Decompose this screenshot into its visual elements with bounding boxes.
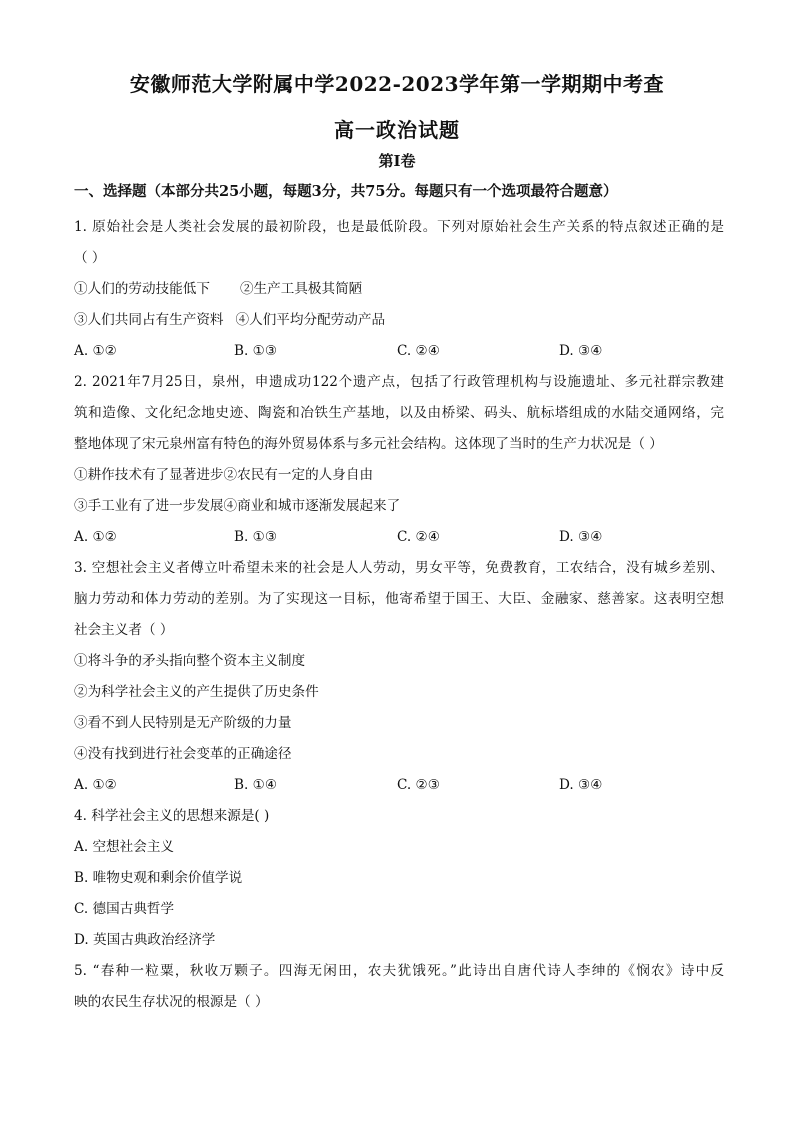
- exam-title: 安徽师范大学附属中学2022-2023学年第一学期期中考查: [129, 72, 665, 96]
- option-row: [74, 522, 724, 553]
- option-b: B. ①③: [234, 343, 278, 359]
- volume-label: 第Ⅰ卷: [378, 152, 416, 170]
- choice-d: D. 英国古典政治经济学: [74, 932, 216, 948]
- section-heading: 一、选择题（本部分共25小题，每题3分，共75分。每题只有一个选项最符合题意）: [74, 183, 618, 200]
- question-stem-line: 社会主义者（ ）: [74, 622, 174, 638]
- question-5: [74, 956, 724, 1018]
- question-stem-line: 5. “春种一粒粟，秋收万颗子。四海无闲田，农夫犹饿死。”此诗出自唐代诗人李绅的《悯农》诗中反: [74, 963, 724, 979]
- statement-row: [74, 305, 724, 336]
- choice-a: A. 空想社会主义: [74, 839, 175, 855]
- statement: ③人们共同占有生产资料: [74, 312, 224, 328]
- option-a: A. ①②: [74, 343, 117, 359]
- question-stem-line: 1. 原始社会是人类社会发展的最初阶段，也是最低阶段。下列对原始社会生产关系的特点叙述正确的是: [74, 219, 724, 235]
- statement-row: [74, 274, 724, 305]
- option-row: [74, 336, 724, 367]
- statement: ②生产工具极其简陋: [239, 281, 363, 297]
- option-d: D. ③④: [559, 529, 603, 545]
- option-a: A. ①②: [74, 777, 117, 793]
- question-stem-line: 3. 空想社会主义者傅立叶希望未来的社会是人人劳动，男女平等，免费教育，工农结合，没有城乡差别、: [74, 560, 724, 576]
- statement: ①耕作技术有了显著进步②农民有一定的人身自由: [74, 467, 374, 483]
- option-c: C. ②④: [397, 529, 440, 545]
- statement: ②为科学社会主义的产生提供了历史条件: [74, 684, 319, 700]
- question-stem-line: 筑和造像、文化纪念地史迹、陶瓷和冶铁生产基地，以及由桥梁、码头、航标塔组成的水陆交通网络，完: [74, 405, 724, 421]
- statement: ④没有找到进行社会变革的正确途径: [74, 746, 292, 762]
- question-4: [74, 801, 724, 956]
- question-2: [74, 367, 724, 553]
- option-d: D. ③④: [559, 343, 603, 359]
- option-c: C. ②③: [397, 777, 440, 793]
- question-3: [74, 553, 724, 801]
- option-c: C. ②④: [397, 343, 440, 359]
- question-stem-line: 4. 科学社会主义的思想来源是( ): [74, 808, 270, 824]
- question-stem-line: 2. 2021年7月25日，泉州，申遗成功122个遗产点，包括了行政管理机构与设施遗址、多元社群宗教建: [74, 374, 724, 390]
- question-stem-line: 整地体现了宋元泉州富有特色的海外贸易体系与多元社会结构。这体现了当时的生产力状况是（ ）: [74, 436, 663, 452]
- option-b: B. ①④: [234, 777, 278, 793]
- option-row: [74, 770, 724, 801]
- question-stem-line: 映的农民生存状况的根源是（ ）: [74, 994, 269, 1010]
- option-b: B. ①③: [234, 529, 278, 545]
- statement: ④人们平均分配劳动产品: [235, 312, 386, 328]
- question-list: [74, 212, 724, 1018]
- question-1: [74, 212, 724, 367]
- statement: ③看不到人民特别是无产阶级的力量: [74, 715, 292, 731]
- choice-b: B. 唯物史观和剩余价值学说: [74, 870, 243, 886]
- exam-subtitle: 高一政治试题: [334, 118, 460, 142]
- question-stem-line: 脑力劳动和体力劳动的差别。为了实现这一目标，他寄希望于国王、大臣、金融家、慈善家。这表明空想: [74, 591, 724, 607]
- question-stem-line: （ ）: [74, 250, 106, 266]
- option-d: D. ③④: [559, 777, 603, 793]
- option-a: A. ①②: [74, 529, 117, 545]
- statement: ①人们的劳动技能低下: [74, 281, 210, 297]
- choice-c: C. 德国古典哲学: [74, 901, 175, 917]
- statement: ①将斗争的矛头指向整个资本主义制度: [74, 653, 306, 669]
- statement: ③手工业有了进一步发展④商业和城市逐渐发展起来了: [74, 498, 401, 514]
